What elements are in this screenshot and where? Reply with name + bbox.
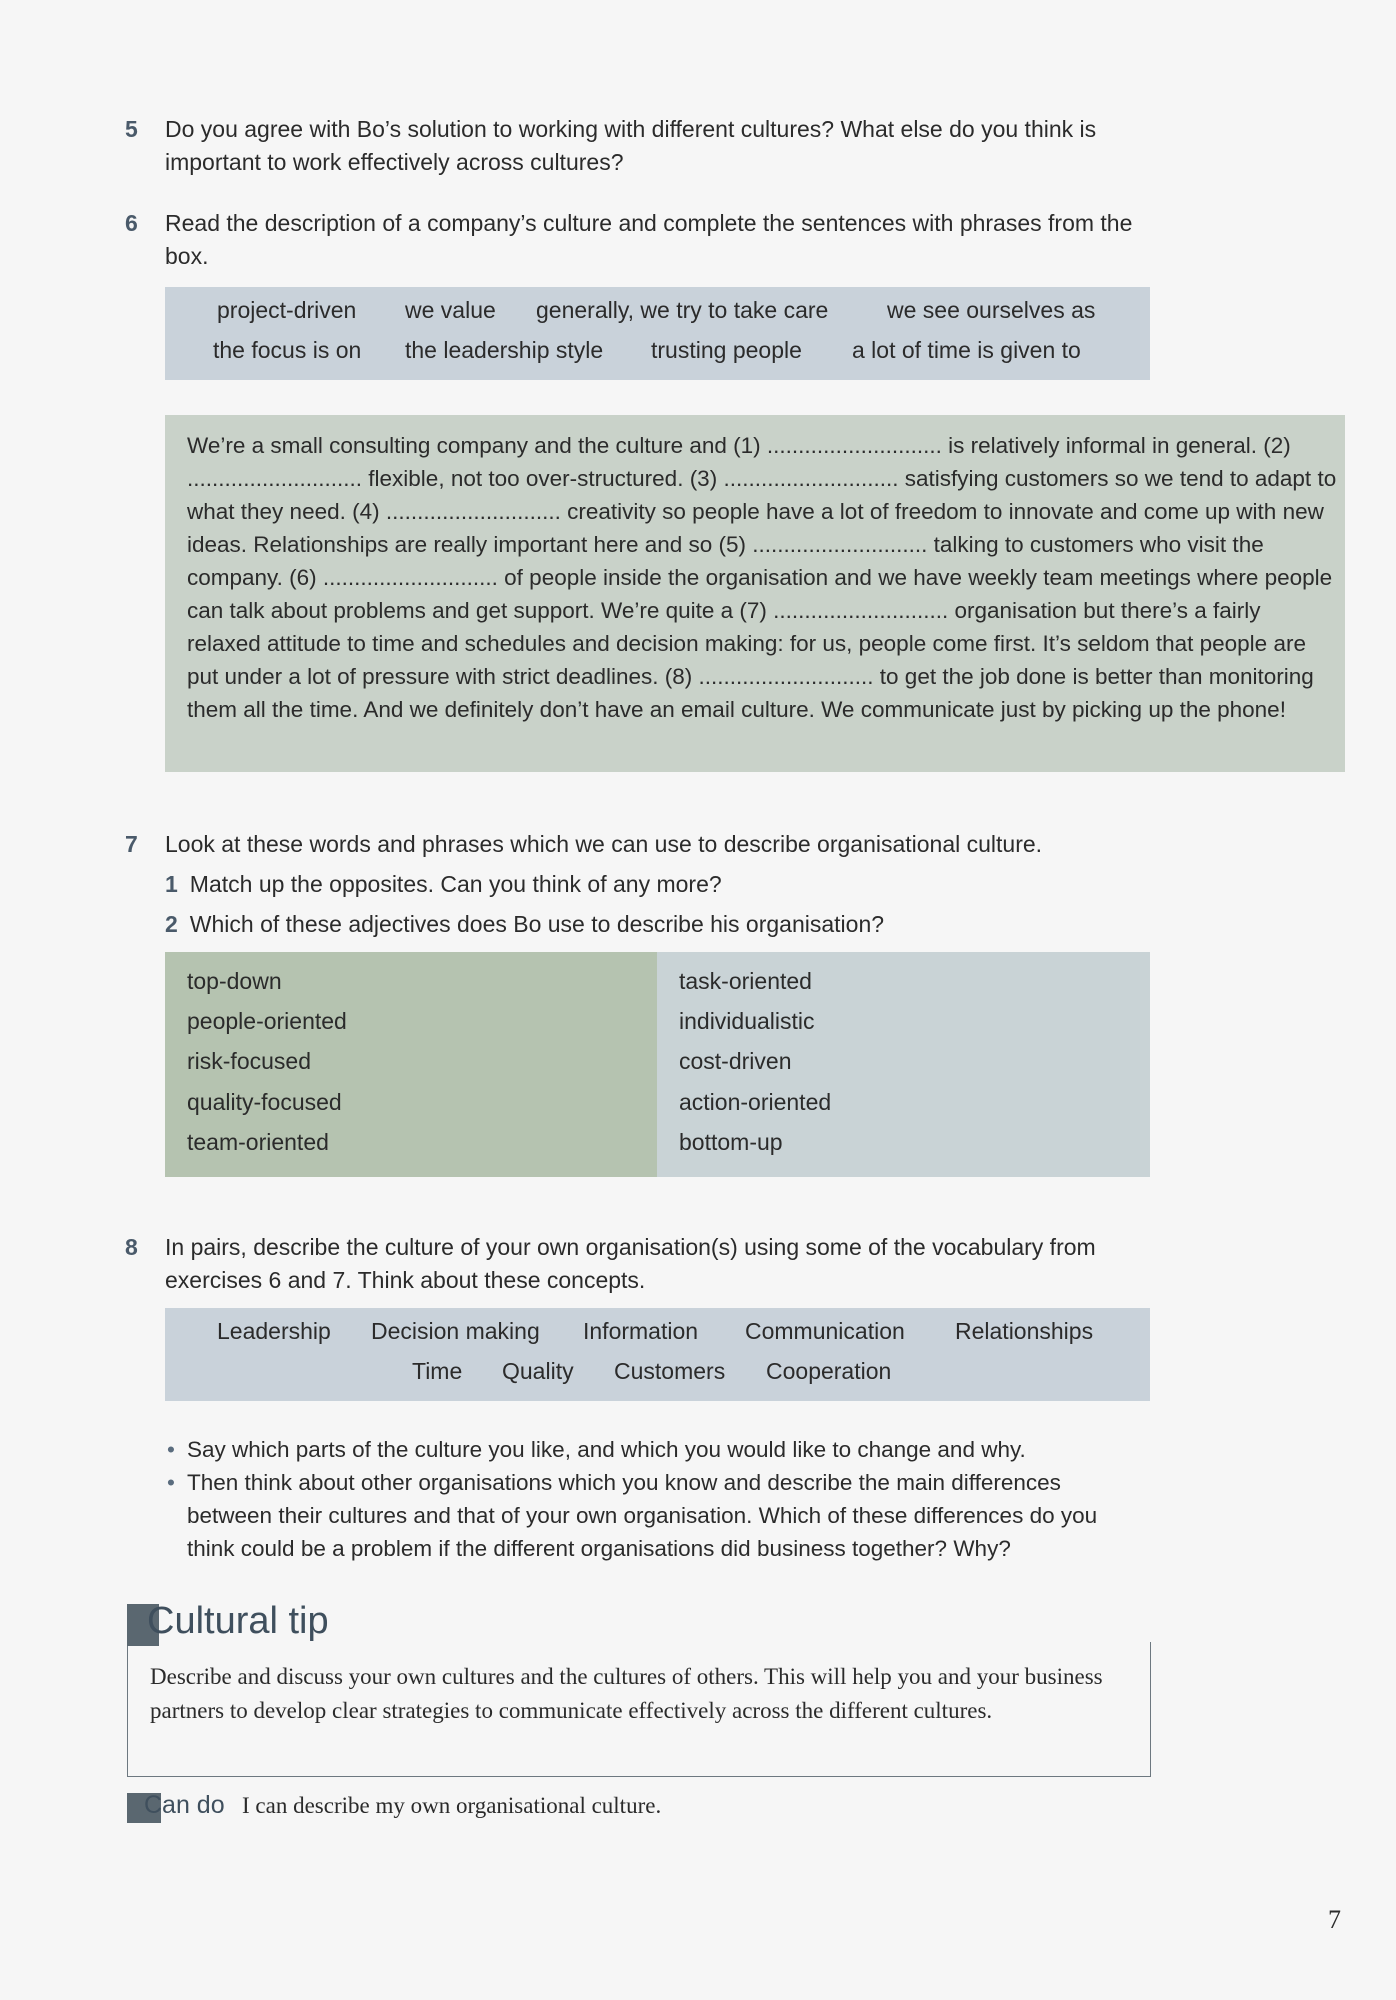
- bullet-list: [165, 1433, 1125, 1565]
- phrase-item: a lot of time is given to: [852, 337, 1081, 363]
- bullet-item: [165, 1466, 1125, 1565]
- vocab-item: team-oriented: [187, 1129, 329, 1155]
- vocabulary-table: [165, 952, 1150, 1177]
- exercise-7-sub-1: [165, 868, 722, 901]
- vocab-item: quality-focused: [187, 1089, 342, 1115]
- vocab-item: cost-driven: [679, 1048, 792, 1074]
- concepts-box: [165, 1308, 1150, 1401]
- sub-instruction: Which of these adjectives does Bo use to describe his organisation?: [189, 911, 885, 937]
- concept-item: Information: [583, 1318, 699, 1344]
- bullet-dot-icon: •: [167, 1470, 175, 1495]
- vocab-item: task-oriented: [679, 968, 812, 994]
- vocabulary-column-right: [657, 952, 1150, 1177]
- bullet-text: Then think about other organisations which you know and describe the main differences between their cultures and that of your own organisation. Which of these differences do you think could be a problem if the different organisations did business together? Why?: [187, 1470, 1098, 1561]
- exercise-instruction: Do you agree with Bo’s solution to working with different cultures? What else do you think is important to work effectively across cultures?: [165, 116, 1097, 175]
- phrase-item: the leadership style: [405, 337, 604, 363]
- phrase-item: generally, we try to take care: [536, 297, 829, 323]
- exercise-instruction: Read the description of a company’s culture and complete the sentences with phrases from the box.: [165, 210, 1133, 269]
- bullet-dot-icon: •: [167, 1437, 175, 1462]
- exercise-number: 8: [125, 1234, 138, 1260]
- concept-item: Quality: [502, 1358, 574, 1384]
- gap-fill-passage-box: [165, 415, 1345, 772]
- exercise-number: 7: [125, 831, 138, 857]
- vocab-item: bottom-up: [679, 1129, 783, 1155]
- page-number: 7: [1328, 1905, 1341, 1934]
- vocab-item: individualistic: [679, 1008, 815, 1034]
- cultural-tip-box: [127, 1642, 1151, 1777]
- bullet-item: [165, 1433, 1125, 1466]
- phrase-item: we see ourselves as: [887, 297, 1096, 323]
- vocabulary-column-left: [165, 952, 657, 1177]
- cultural-tip-text: Describe and discuss your own cultures and the cultures of others. This will help you and your business partners to develop clear strategies to communicate effectively across the different cultures.: [150, 1664, 1103, 1723]
- exercise-instruction: Look at these words and phrases which we can use to describe organisational culture.: [165, 831, 1043, 857]
- bullet-text: Say which parts of the culture you like, and which you would like to change and why.: [187, 1437, 1026, 1462]
- vocab-item: people-oriented: [187, 1008, 347, 1034]
- exercise-instruction: In pairs, describe the culture of your own organisation(s) using some of the vocabulary from exercises 6 and 7. Think about these concepts.: [165, 1234, 1096, 1293]
- concept-item: Decision making: [371, 1318, 540, 1344]
- can-do-label: Can do: [144, 1791, 225, 1819]
- exercise-7-sub-2: [165, 908, 884, 941]
- gap-fill-passage: We’re a small consulting company and the culture and (1) ............................ is relatively informal in general. (2) ............................ flexible, not too over-structured. (3) ............................ satisfying customers so we tend to adapt to what they need. (4) ............................ creativity so people have a lot of freedom to innovate and come up with new ideas. Relationships are really important here and so (5) ............................ talking to customers who visit the company. (6) ............................ of people inside the organisation and we have weekly team meetings where people can talk about problems and get support. We’re quite a (7) ............................ organisation but there’s a fairly relaxed attitude to time and schedules and decision making: for us, people come first. It’s seldom that people are put under a lot of pressure with strict deadlines. (8) ............................ to get the job done is better than monitoring them all the time. And we definitely don’t have an email culture. We communicate just by picking up the phone!: [187, 433, 1337, 722]
- phrase-item: we value: [405, 297, 496, 323]
- phrase-item: trusting people: [651, 337, 802, 363]
- concept-item: Relationships: [955, 1318, 1094, 1344]
- vocab-item: top-down: [187, 968, 282, 994]
- exercise-number: 6: [125, 210, 138, 236]
- phrase-item: project-driven: [217, 297, 357, 323]
- concept-item: Leadership: [217, 1318, 331, 1344]
- vocab-item: action-oriented: [679, 1089, 832, 1115]
- phrase-item: the focus is on: [213, 337, 362, 363]
- sub-number: 1: [165, 871, 178, 897]
- concept-item: Time: [412, 1358, 463, 1384]
- phrase-box: [165, 287, 1150, 380]
- exercise-number: 5: [125, 116, 138, 142]
- sub-instruction: Match up the opposites. Can you think of any more?: [189, 871, 722, 897]
- concept-item: Customers: [614, 1358, 726, 1384]
- concept-item: Communication: [745, 1318, 905, 1344]
- concept-item: Cooperation: [766, 1358, 892, 1384]
- cultural-tip-title: Cultural tip: [147, 1600, 329, 1642]
- vocab-item: risk-focused: [187, 1048, 311, 1074]
- can-do-text: I can describe my own organisational culture.: [242, 1793, 662, 1818]
- sub-number: 2: [165, 911, 178, 937]
